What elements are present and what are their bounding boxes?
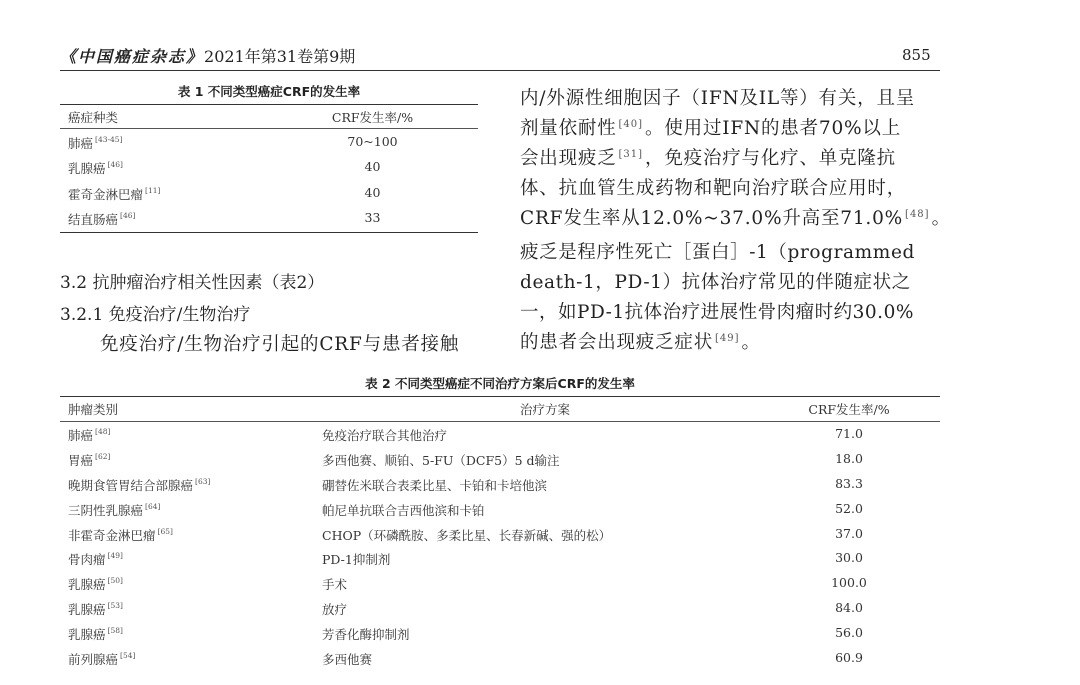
table2-row-rate: 56.0 [835, 625, 863, 640]
table2-header-regimen: 治疗方案 [519, 402, 570, 417]
citation: [49] [715, 333, 740, 344]
table2-caption: 表 2 不同类型癌症不同治疗方案后CRF的发生率 [365, 376, 635, 391]
table2-row-regimen: 多西他赛、顺铂、5-FU（DCF5）5 d输注 [322, 453, 560, 468]
table2-row-rate: 100.0 [831, 575, 867, 590]
table1-row-cancer: 霍奇金淋巴瘤 [11] [68, 186, 161, 202]
table2-header-rate: CRF发生率/% [808, 402, 890, 417]
table2-row-rate: 37.0 [835, 526, 863, 541]
table2-row-tumor: 乳腺癌 [53] [68, 601, 123, 617]
table2-row-rate: 52.0 [835, 501, 863, 516]
right-paragraph-line: CRF发生率从12.0%~37.0%升高至71.0% [48] 。 [520, 208, 951, 229]
table2-row-regimen: 手术 [322, 577, 348, 592]
table1-header-cancer: 癌症种类 [68, 110, 119, 125]
table1-header-rule [60, 128, 478, 129]
header-rule [60, 70, 940, 71]
table1-caption: 表 1 不同类型癌症CRF的发生率 [177, 84, 361, 99]
table2-row-tumor: 乳腺癌 [58] [68, 626, 123, 642]
table2-top-rule [60, 396, 940, 397]
table2-header-rule [60, 421, 940, 422]
left-paragraph-line: 免疫治疗/生物治疗引起的CRF与患者接触 [100, 334, 460, 355]
table2-row-tumor: 非霍奇金淋巴瘤 [65] [68, 527, 173, 543]
citation: [40] [618, 119, 644, 130]
table2-row-regimen: 放疗 [322, 602, 348, 617]
table1-row-cancer: 结直肠癌 [46] [68, 211, 136, 227]
table2-row-regimen: 帕尼单抗联合吉西他滨和卡铂 [322, 503, 485, 518]
right-paragraph-line: 会出现疲乏 [31] ，免疫治疗与化疗、单克隆抗 [520, 148, 896, 169]
table2-row-tumor: 前列腺癌 [54] [68, 651, 136, 667]
table1-row-cancer: 肺癌 [43-45] [68, 135, 123, 151]
table2-row-tumor: 三阴性乳腺癌 [64] [68, 502, 161, 518]
table2-row-rate: 84.0 [835, 600, 863, 615]
section-heading-3-2-1: 3.2.1 免疫治疗/生物治疗 [60, 305, 251, 325]
right-paragraph-line: 剂量依耐性 [40] 。使用过IFN的患者70%以上 [520, 118, 901, 139]
right-paragraph-line: 的患者会出现疲乏症状 [49] 。 [520, 332, 761, 353]
table2-row-tumor: 骨肉瘤 [49] [68, 551, 123, 567]
table1-top-rule [60, 104, 478, 105]
section-heading-3-2: 3.2 抗肿瘤治疗相关性因素（表2） [60, 273, 325, 293]
table1-row-cancer: 乳腺癌 [46] [68, 160, 123, 176]
table1-row-rate: 40 [364, 159, 381, 174]
table2-row-tumor: 晚期食管胃结合部腺癌 [63] [68, 477, 211, 493]
table2-row-tumor: 肺癌 [48] [68, 427, 111, 443]
journal-header [60, 44, 355, 67]
right-paragraph-line: 体、抗血管生成药物和靶向治疗联合应用时， [520, 178, 907, 199]
table1-bottom-rule [60, 232, 478, 233]
table2-row-regimen: 多西他赛 [322, 652, 373, 667]
table2-row-regimen: PD-1抑制剂 [322, 552, 391, 567]
table2-row-rate: 30.0 [835, 550, 863, 565]
table2-row-rate: 71.0 [835, 426, 863, 441]
table1-row-rate: 33 [364, 210, 381, 225]
table1-row-rate: 70~100 [347, 134, 398, 149]
right-paragraph-line: 内/外源性细胞因子（IFN及IL等）有关，且呈 [520, 88, 916, 109]
citation: [48] [905, 209, 930, 220]
table1-row-rate: 40 [364, 185, 381, 200]
right-paragraph-line: death-1，PD-1）抗体治疗常见的伴随症状之 [520, 272, 911, 293]
table2-row-tumor: 胃癌 [62] [68, 452, 111, 468]
citation: [31] [618, 149, 644, 160]
journal-name: 《中国癌症杂志》 [60, 47, 205, 66]
table2-row-regimen: CHOP（环磷酰胺、多柔比星、长春新碱、强的松） [322, 528, 612, 543]
table2-row-regimen: 免疫治疗联合其他治疗 [322, 428, 448, 443]
page-number: 855 [902, 46, 931, 64]
table2-row-regimen: 芳香化酶抑制剂 [322, 627, 410, 642]
table2-row-rate: 18.0 [835, 451, 863, 466]
right-paragraph-line: 疲乏是程序性死亡［蛋白］-1（programmed [520, 242, 915, 263]
table2-header-tumor: 肿瘤类别 [68, 402, 119, 417]
journal-issue: 2021年第31卷第9期 [204, 47, 356, 66]
table2-row-rate: 60.9 [835, 650, 863, 665]
right-paragraph-line: 一，如PD-1抗体治疗进展性骨肉瘤时约30.0% [520, 302, 914, 323]
bottom-fade [0, 670, 1080, 685]
table2-row-regimen: 硼替佐米联合表柔比星、卡铂和卡培他滨 [322, 478, 548, 493]
table2-row-rate: 83.3 [835, 476, 863, 491]
table1-header-rate: CRF发生率/% [331, 110, 414, 125]
table2-row-tumor: 乳腺癌 [50] [68, 576, 123, 592]
